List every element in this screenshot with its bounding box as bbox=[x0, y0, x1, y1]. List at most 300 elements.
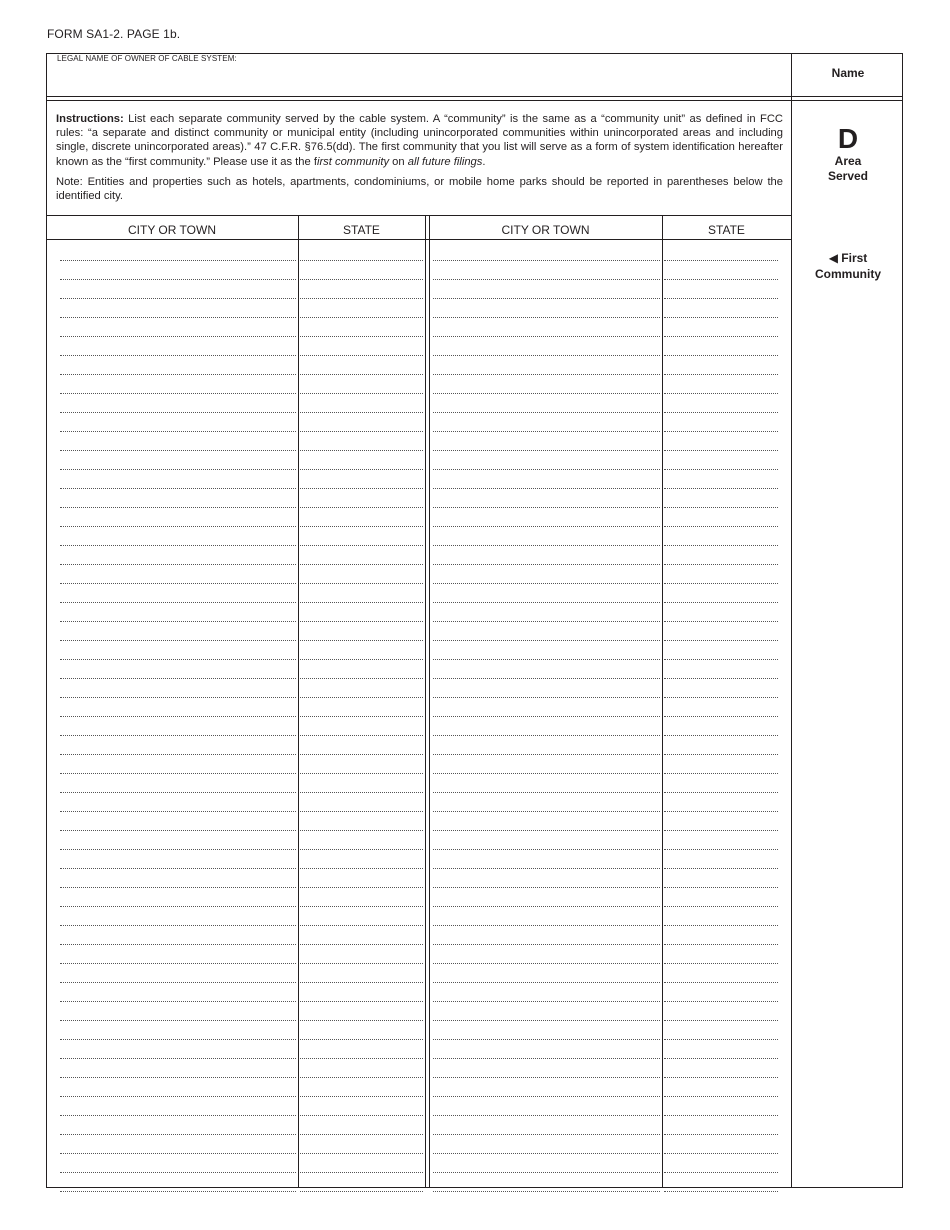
state-cell-1 bbox=[300, 817, 423, 834]
city-cell-1 bbox=[60, 456, 296, 473]
state-input-2[interactable] bbox=[664, 876, 778, 892]
state-input-1[interactable] bbox=[300, 287, 423, 303]
state-input-2[interactable] bbox=[664, 1009, 778, 1025]
table-row bbox=[0, 1006, 950, 1025]
city-cell-1 bbox=[60, 399, 296, 416]
section-title-line: Served bbox=[827, 169, 869, 183]
state-input-2[interactable] bbox=[664, 1028, 778, 1044]
state-input-1[interactable] bbox=[300, 382, 423, 398]
city-input-2[interactable] bbox=[433, 325, 660, 341]
state-input-2[interactable] bbox=[664, 591, 778, 607]
state-input-1[interactable] bbox=[300, 401, 423, 417]
state-input-2[interactable] bbox=[664, 1180, 778, 1196]
city-input-2[interactable] bbox=[433, 667, 660, 683]
dotted-leader bbox=[664, 754, 778, 755]
state-input-2[interactable] bbox=[664, 268, 778, 284]
city-cell-1 bbox=[60, 817, 296, 834]
state-input-2[interactable] bbox=[664, 287, 778, 303]
table-row bbox=[0, 360, 950, 379]
city-input-1[interactable] bbox=[60, 648, 296, 664]
state-cell-1 bbox=[300, 665, 423, 682]
city-input-1[interactable] bbox=[60, 477, 296, 493]
city-input-1[interactable] bbox=[60, 534, 296, 550]
city-input-2[interactable] bbox=[433, 895, 660, 911]
state-input-2[interactable] bbox=[664, 477, 778, 493]
dotted-leader bbox=[664, 1039, 778, 1040]
city-input-1[interactable] bbox=[60, 800, 296, 816]
city-input-2[interactable] bbox=[433, 268, 660, 284]
state-input-2[interactable] bbox=[664, 249, 778, 265]
dotted-leader bbox=[300, 811, 423, 812]
dotted-leader bbox=[300, 1020, 423, 1021]
state-input-1[interactable] bbox=[300, 724, 423, 740]
city-input-1[interactable] bbox=[60, 287, 296, 303]
city-input-1[interactable] bbox=[60, 667, 296, 683]
city-input-1[interactable] bbox=[60, 1123, 296, 1139]
state-input-2[interactable] bbox=[664, 952, 778, 968]
city-input-1[interactable] bbox=[60, 382, 296, 398]
table-row bbox=[0, 550, 950, 569]
city-input-2[interactable] bbox=[433, 648, 660, 664]
dotted-leader bbox=[433, 298, 660, 299]
dotted-leader bbox=[60, 1058, 296, 1059]
city-input-2[interactable] bbox=[433, 819, 660, 835]
state-input-1[interactable] bbox=[300, 933, 423, 949]
city-input-1[interactable] bbox=[60, 496, 296, 512]
dotted-leader bbox=[60, 906, 296, 907]
table-row bbox=[0, 284, 950, 303]
city-input-2[interactable] bbox=[433, 952, 660, 968]
dotted-leader bbox=[433, 1039, 660, 1040]
city-cell-1 bbox=[60, 589, 296, 606]
city-input-2[interactable] bbox=[433, 1085, 660, 1101]
dotted-leader bbox=[60, 659, 296, 660]
state-cell-2 bbox=[664, 399, 778, 416]
dotted-leader bbox=[664, 526, 778, 527]
state-input-2[interactable] bbox=[664, 1085, 778, 1101]
dotted-leader bbox=[664, 659, 778, 660]
city-cell-1 bbox=[60, 855, 296, 872]
dotted-leader bbox=[664, 602, 778, 603]
state-input-1[interactable] bbox=[300, 914, 423, 930]
dotted-leader bbox=[433, 1077, 660, 1078]
city-input-1[interactable] bbox=[60, 952, 296, 968]
state-input-1[interactable] bbox=[300, 629, 423, 645]
state-input-2[interactable] bbox=[664, 553, 778, 569]
table-row bbox=[0, 474, 950, 493]
state-input-1[interactable] bbox=[300, 1047, 423, 1063]
table-row bbox=[0, 968, 950, 987]
state-input-1[interactable] bbox=[300, 876, 423, 892]
city-input-2[interactable] bbox=[433, 1142, 660, 1158]
state-input-2[interactable] bbox=[664, 781, 778, 797]
dotted-leader bbox=[60, 887, 296, 888]
city-input-2[interactable] bbox=[433, 1161, 660, 1177]
instructions-block bbox=[56, 112, 783, 203]
city-input-2[interactable] bbox=[433, 781, 660, 797]
city-input-2[interactable] bbox=[433, 1047, 660, 1063]
state-input-2[interactable] bbox=[664, 819, 778, 835]
state-input-2[interactable] bbox=[664, 1047, 778, 1063]
state-input-1[interactable] bbox=[300, 477, 423, 493]
state-input-2[interactable] bbox=[664, 686, 778, 702]
state-input-2[interactable] bbox=[664, 857, 778, 873]
city-input-1[interactable] bbox=[60, 458, 296, 474]
city-input-2[interactable] bbox=[433, 1123, 660, 1139]
city-input-2[interactable] bbox=[433, 401, 660, 417]
table-row bbox=[0, 1120, 950, 1139]
state-input-2[interactable] bbox=[664, 1104, 778, 1120]
city-input-2[interactable] bbox=[433, 857, 660, 873]
city-input-2[interactable] bbox=[433, 572, 660, 588]
city-input-1[interactable] bbox=[60, 325, 296, 341]
city-input-1[interactable] bbox=[60, 344, 296, 360]
city-input-2[interactable] bbox=[433, 553, 660, 569]
city-input-2[interactable] bbox=[433, 990, 660, 1006]
city-input-1[interactable] bbox=[60, 933, 296, 949]
city-cell-1 bbox=[60, 1102, 296, 1119]
state-cell-2 bbox=[664, 969, 778, 986]
state-input-2[interactable] bbox=[664, 743, 778, 759]
city-cell-1 bbox=[60, 627, 296, 644]
city-cell-1 bbox=[60, 722, 296, 739]
state-input-1[interactable] bbox=[300, 534, 423, 550]
owner-name-input[interactable] bbox=[50, 66, 790, 94]
city-input-2[interactable] bbox=[433, 743, 660, 759]
city-input-1[interactable] bbox=[60, 572, 296, 588]
state-input-1[interactable] bbox=[300, 306, 423, 322]
city-input-2[interactable] bbox=[433, 477, 660, 493]
city-input-2[interactable] bbox=[433, 1028, 660, 1044]
city-input-1[interactable] bbox=[60, 971, 296, 987]
city-input-1[interactable] bbox=[60, 1161, 296, 1177]
city-input-1[interactable] bbox=[60, 629, 296, 645]
state-input-1[interactable] bbox=[300, 781, 423, 797]
state-cell-1 bbox=[300, 893, 423, 910]
city-input-1[interactable] bbox=[60, 1009, 296, 1025]
city-input-2[interactable] bbox=[433, 610, 660, 626]
state-input-2[interactable] bbox=[664, 458, 778, 474]
state-input-1[interactable] bbox=[300, 1123, 423, 1139]
state-input-1[interactable] bbox=[300, 572, 423, 588]
state-input-2[interactable] bbox=[664, 724, 778, 740]
table-row bbox=[0, 1158, 950, 1177]
city-cell-2 bbox=[433, 1159, 660, 1176]
dotted-leader bbox=[433, 450, 660, 451]
state-cell-2 bbox=[664, 380, 778, 397]
dotted-leader bbox=[300, 431, 423, 432]
state-cell-1 bbox=[300, 950, 423, 967]
city-input-1[interactable] bbox=[60, 781, 296, 797]
city-input-2[interactable] bbox=[433, 534, 660, 550]
dotted-leader bbox=[60, 374, 296, 375]
state-input-2[interactable] bbox=[664, 914, 778, 930]
city-input-1[interactable] bbox=[60, 914, 296, 930]
city-input-1[interactable] bbox=[60, 1066, 296, 1082]
state-input-2[interactable] bbox=[664, 420, 778, 436]
city-input-2[interactable] bbox=[433, 705, 660, 721]
state-input-1[interactable] bbox=[300, 667, 423, 683]
city-input-2[interactable] bbox=[433, 591, 660, 607]
city-input-1[interactable] bbox=[60, 306, 296, 322]
city-input-2[interactable] bbox=[433, 800, 660, 816]
state-input-1[interactable] bbox=[300, 553, 423, 569]
state-input-1[interactable] bbox=[300, 420, 423, 436]
state-input-1[interactable] bbox=[300, 325, 423, 341]
dotted-leader bbox=[433, 1020, 660, 1021]
city-input-2[interactable] bbox=[433, 1104, 660, 1120]
instructions-note: Note: Entities and properties such as hotels, apartments, condominiums, or mobile home parks should be reported in parentheses below the identified city. bbox=[56, 175, 783, 203]
city-input-1[interactable] bbox=[60, 876, 296, 892]
city-input-2[interactable] bbox=[433, 439, 660, 455]
table-row bbox=[0, 1044, 950, 1063]
state-input-1[interactable] bbox=[300, 1009, 423, 1025]
state-cell-2 bbox=[664, 779, 778, 796]
state-cell-2 bbox=[664, 323, 778, 340]
city-input-2[interactable] bbox=[433, 686, 660, 702]
column-header-state-1: STATE bbox=[343, 223, 380, 237]
state-input-1[interactable] bbox=[300, 819, 423, 835]
state-input-1[interactable] bbox=[300, 1180, 423, 1196]
section-title bbox=[792, 154, 904, 184]
city-input-2[interactable] bbox=[433, 838, 660, 854]
city-input-2[interactable] bbox=[433, 762, 660, 778]
city-cell-2 bbox=[433, 722, 660, 739]
city-input-2[interactable] bbox=[433, 629, 660, 645]
state-input-1[interactable] bbox=[300, 990, 423, 1006]
city-input-1[interactable] bbox=[60, 420, 296, 436]
city-input-1[interactable] bbox=[60, 1028, 296, 1044]
state-input-2[interactable] bbox=[664, 971, 778, 987]
dotted-leader bbox=[664, 545, 778, 546]
state-input-2[interactable] bbox=[664, 838, 778, 854]
dotted-leader bbox=[433, 602, 660, 603]
dotted-leader bbox=[664, 412, 778, 413]
city-input-2[interactable] bbox=[433, 933, 660, 949]
city-input-1[interactable] bbox=[60, 762, 296, 778]
state-input-2[interactable] bbox=[664, 439, 778, 455]
state-input-2[interactable] bbox=[664, 496, 778, 512]
state-input-2[interactable] bbox=[664, 933, 778, 949]
state-input-1[interactable] bbox=[300, 743, 423, 759]
state-input-1[interactable] bbox=[300, 648, 423, 664]
state-input-1[interactable] bbox=[300, 705, 423, 721]
dotted-leader bbox=[300, 925, 423, 926]
state-input-2[interactable] bbox=[664, 1123, 778, 1139]
state-input-2[interactable] bbox=[664, 572, 778, 588]
table-row bbox=[0, 835, 950, 854]
dotted-leader bbox=[433, 773, 660, 774]
dotted-leader bbox=[664, 773, 778, 774]
city-input-1[interactable] bbox=[60, 705, 296, 721]
dotted-leader bbox=[300, 944, 423, 945]
dotted-leader bbox=[300, 317, 423, 318]
city-input-2[interactable] bbox=[433, 382, 660, 398]
table-row bbox=[0, 493, 950, 512]
state-input-2[interactable] bbox=[664, 344, 778, 360]
dotted-leader bbox=[664, 811, 778, 812]
dotted-leader bbox=[60, 507, 296, 508]
dotted-leader bbox=[300, 982, 423, 983]
city-cell-2 bbox=[433, 703, 660, 720]
state-cell-1 bbox=[300, 285, 423, 302]
state-input-2[interactable] bbox=[664, 895, 778, 911]
city-input-1[interactable] bbox=[60, 439, 296, 455]
state-input-1[interactable] bbox=[300, 1104, 423, 1120]
state-input-1[interactable] bbox=[300, 515, 423, 531]
state-input-2[interactable] bbox=[664, 382, 778, 398]
city-input-1[interactable] bbox=[60, 1180, 296, 1196]
city-input-1[interactable] bbox=[60, 724, 296, 740]
state-cell-1 bbox=[300, 418, 423, 435]
city-cell-1 bbox=[60, 570, 296, 587]
state-input-2[interactable] bbox=[664, 610, 778, 626]
dotted-leader bbox=[664, 906, 778, 907]
city-input-1[interactable] bbox=[60, 857, 296, 873]
state-input-1[interactable] bbox=[300, 857, 423, 873]
city-input-1[interactable] bbox=[60, 1085, 296, 1101]
state-cell-1 bbox=[300, 684, 423, 701]
state-input-2[interactable] bbox=[664, 705, 778, 721]
dotted-leader bbox=[664, 1077, 778, 1078]
state-input-2[interactable] bbox=[664, 1066, 778, 1082]
city-input-1[interactable] bbox=[60, 268, 296, 284]
state-input-1[interactable] bbox=[300, 762, 423, 778]
city-input-2[interactable] bbox=[433, 914, 660, 930]
state-input-2[interactable] bbox=[664, 325, 778, 341]
state-input-2[interactable] bbox=[664, 534, 778, 550]
city-input-2[interactable] bbox=[433, 496, 660, 512]
city-input-1[interactable] bbox=[60, 1142, 296, 1158]
city-input-1[interactable] bbox=[60, 838, 296, 854]
city-input-1[interactable] bbox=[60, 591, 296, 607]
dotted-leader bbox=[60, 431, 296, 432]
city-input-1[interactable] bbox=[60, 686, 296, 702]
state-input-1[interactable] bbox=[300, 610, 423, 626]
state-input-1[interactable] bbox=[300, 363, 423, 379]
state-cell-1 bbox=[300, 969, 423, 986]
state-cell-2 bbox=[664, 855, 778, 872]
city-input-1[interactable] bbox=[60, 515, 296, 531]
state-input-1[interactable] bbox=[300, 344, 423, 360]
state-input-1[interactable] bbox=[300, 1028, 423, 1044]
state-input-2[interactable] bbox=[664, 629, 778, 645]
state-input-1[interactable] bbox=[300, 1085, 423, 1101]
state-cell-2 bbox=[664, 703, 778, 720]
dotted-leader bbox=[664, 279, 778, 280]
state-input-1[interactable] bbox=[300, 971, 423, 987]
state-input-1[interactable] bbox=[300, 439, 423, 455]
state-input-1[interactable] bbox=[300, 838, 423, 854]
city-input-1[interactable] bbox=[60, 249, 296, 265]
city-input-1[interactable] bbox=[60, 895, 296, 911]
city-input-1[interactable] bbox=[60, 743, 296, 759]
city-cell-1 bbox=[60, 285, 296, 302]
state-input-2[interactable] bbox=[664, 990, 778, 1006]
city-input-1[interactable] bbox=[60, 363, 296, 379]
state-input-2[interactable] bbox=[664, 401, 778, 417]
city-input-2[interactable] bbox=[433, 1180, 660, 1196]
state-input-2[interactable] bbox=[664, 800, 778, 816]
state-input-1[interactable] bbox=[300, 496, 423, 512]
city-input-2[interactable] bbox=[433, 363, 660, 379]
state-input-1[interactable] bbox=[300, 1066, 423, 1082]
state-input-2[interactable] bbox=[664, 306, 778, 322]
city-input-2[interactable] bbox=[433, 876, 660, 892]
table-row bbox=[0, 949, 950, 968]
city-input-2[interactable] bbox=[433, 420, 660, 436]
state-input-1[interactable] bbox=[300, 686, 423, 702]
city-input-2[interactable] bbox=[433, 344, 660, 360]
dotted-leader bbox=[300, 1001, 423, 1002]
city-input-2[interactable] bbox=[433, 287, 660, 303]
city-input-1[interactable] bbox=[60, 1104, 296, 1120]
city-cell-1 bbox=[60, 779, 296, 796]
state-input-1[interactable] bbox=[300, 1142, 423, 1158]
city-input-2[interactable] bbox=[433, 306, 660, 322]
city-input-2[interactable] bbox=[433, 458, 660, 474]
city-input-2[interactable] bbox=[433, 1066, 660, 1082]
state-input-1[interactable] bbox=[300, 591, 423, 607]
name-label: Name bbox=[831, 66, 865, 80]
dotted-leader bbox=[664, 792, 778, 793]
state-input-2[interactable] bbox=[664, 667, 778, 683]
city-cell-1 bbox=[60, 760, 296, 777]
city-input-1[interactable] bbox=[60, 990, 296, 1006]
city-input-2[interactable] bbox=[433, 971, 660, 987]
state-cell-1 bbox=[300, 931, 423, 948]
divider bbox=[46, 96, 903, 97]
state-cell-2 bbox=[664, 1026, 778, 1043]
dotted-leader bbox=[60, 393, 296, 394]
state-cell-2 bbox=[664, 418, 778, 435]
state-input-1[interactable] bbox=[300, 458, 423, 474]
city-input-2[interactable] bbox=[433, 724, 660, 740]
dotted-leader bbox=[60, 678, 296, 679]
state-input-1[interactable] bbox=[300, 268, 423, 284]
state-input-1[interactable] bbox=[300, 952, 423, 968]
state-input-1[interactable] bbox=[300, 1161, 423, 1177]
state-input-1[interactable] bbox=[300, 800, 423, 816]
dotted-leader bbox=[300, 1077, 423, 1078]
city-input-1[interactable] bbox=[60, 1047, 296, 1063]
city-input-1[interactable] bbox=[60, 553, 296, 569]
first-community-word: Community bbox=[815, 267, 881, 281]
state-input-2[interactable] bbox=[664, 1142, 778, 1158]
state-cell-2 bbox=[664, 285, 778, 302]
dotted-leader bbox=[664, 963, 778, 964]
state-cell-2 bbox=[664, 1121, 778, 1138]
city-input-1[interactable] bbox=[60, 819, 296, 835]
state-input-2[interactable] bbox=[664, 1161, 778, 1177]
state-input-2[interactable] bbox=[664, 762, 778, 778]
state-input-1[interactable] bbox=[300, 249, 423, 265]
city-input-2[interactable] bbox=[433, 515, 660, 531]
city-input-1[interactable] bbox=[60, 610, 296, 626]
state-input-2[interactable] bbox=[664, 648, 778, 664]
state-input-1[interactable] bbox=[300, 895, 423, 911]
dotted-leader bbox=[664, 393, 778, 394]
state-input-2[interactable] bbox=[664, 515, 778, 531]
city-input-1[interactable] bbox=[60, 401, 296, 417]
dotted-leader bbox=[60, 260, 296, 261]
city-cell-2 bbox=[433, 437, 660, 454]
city-input-2[interactable] bbox=[433, 249, 660, 265]
dotted-leader bbox=[300, 602, 423, 603]
city-input-2[interactable] bbox=[433, 1009, 660, 1025]
state-cell-1 bbox=[300, 570, 423, 587]
state-input-2[interactable] bbox=[664, 363, 778, 379]
